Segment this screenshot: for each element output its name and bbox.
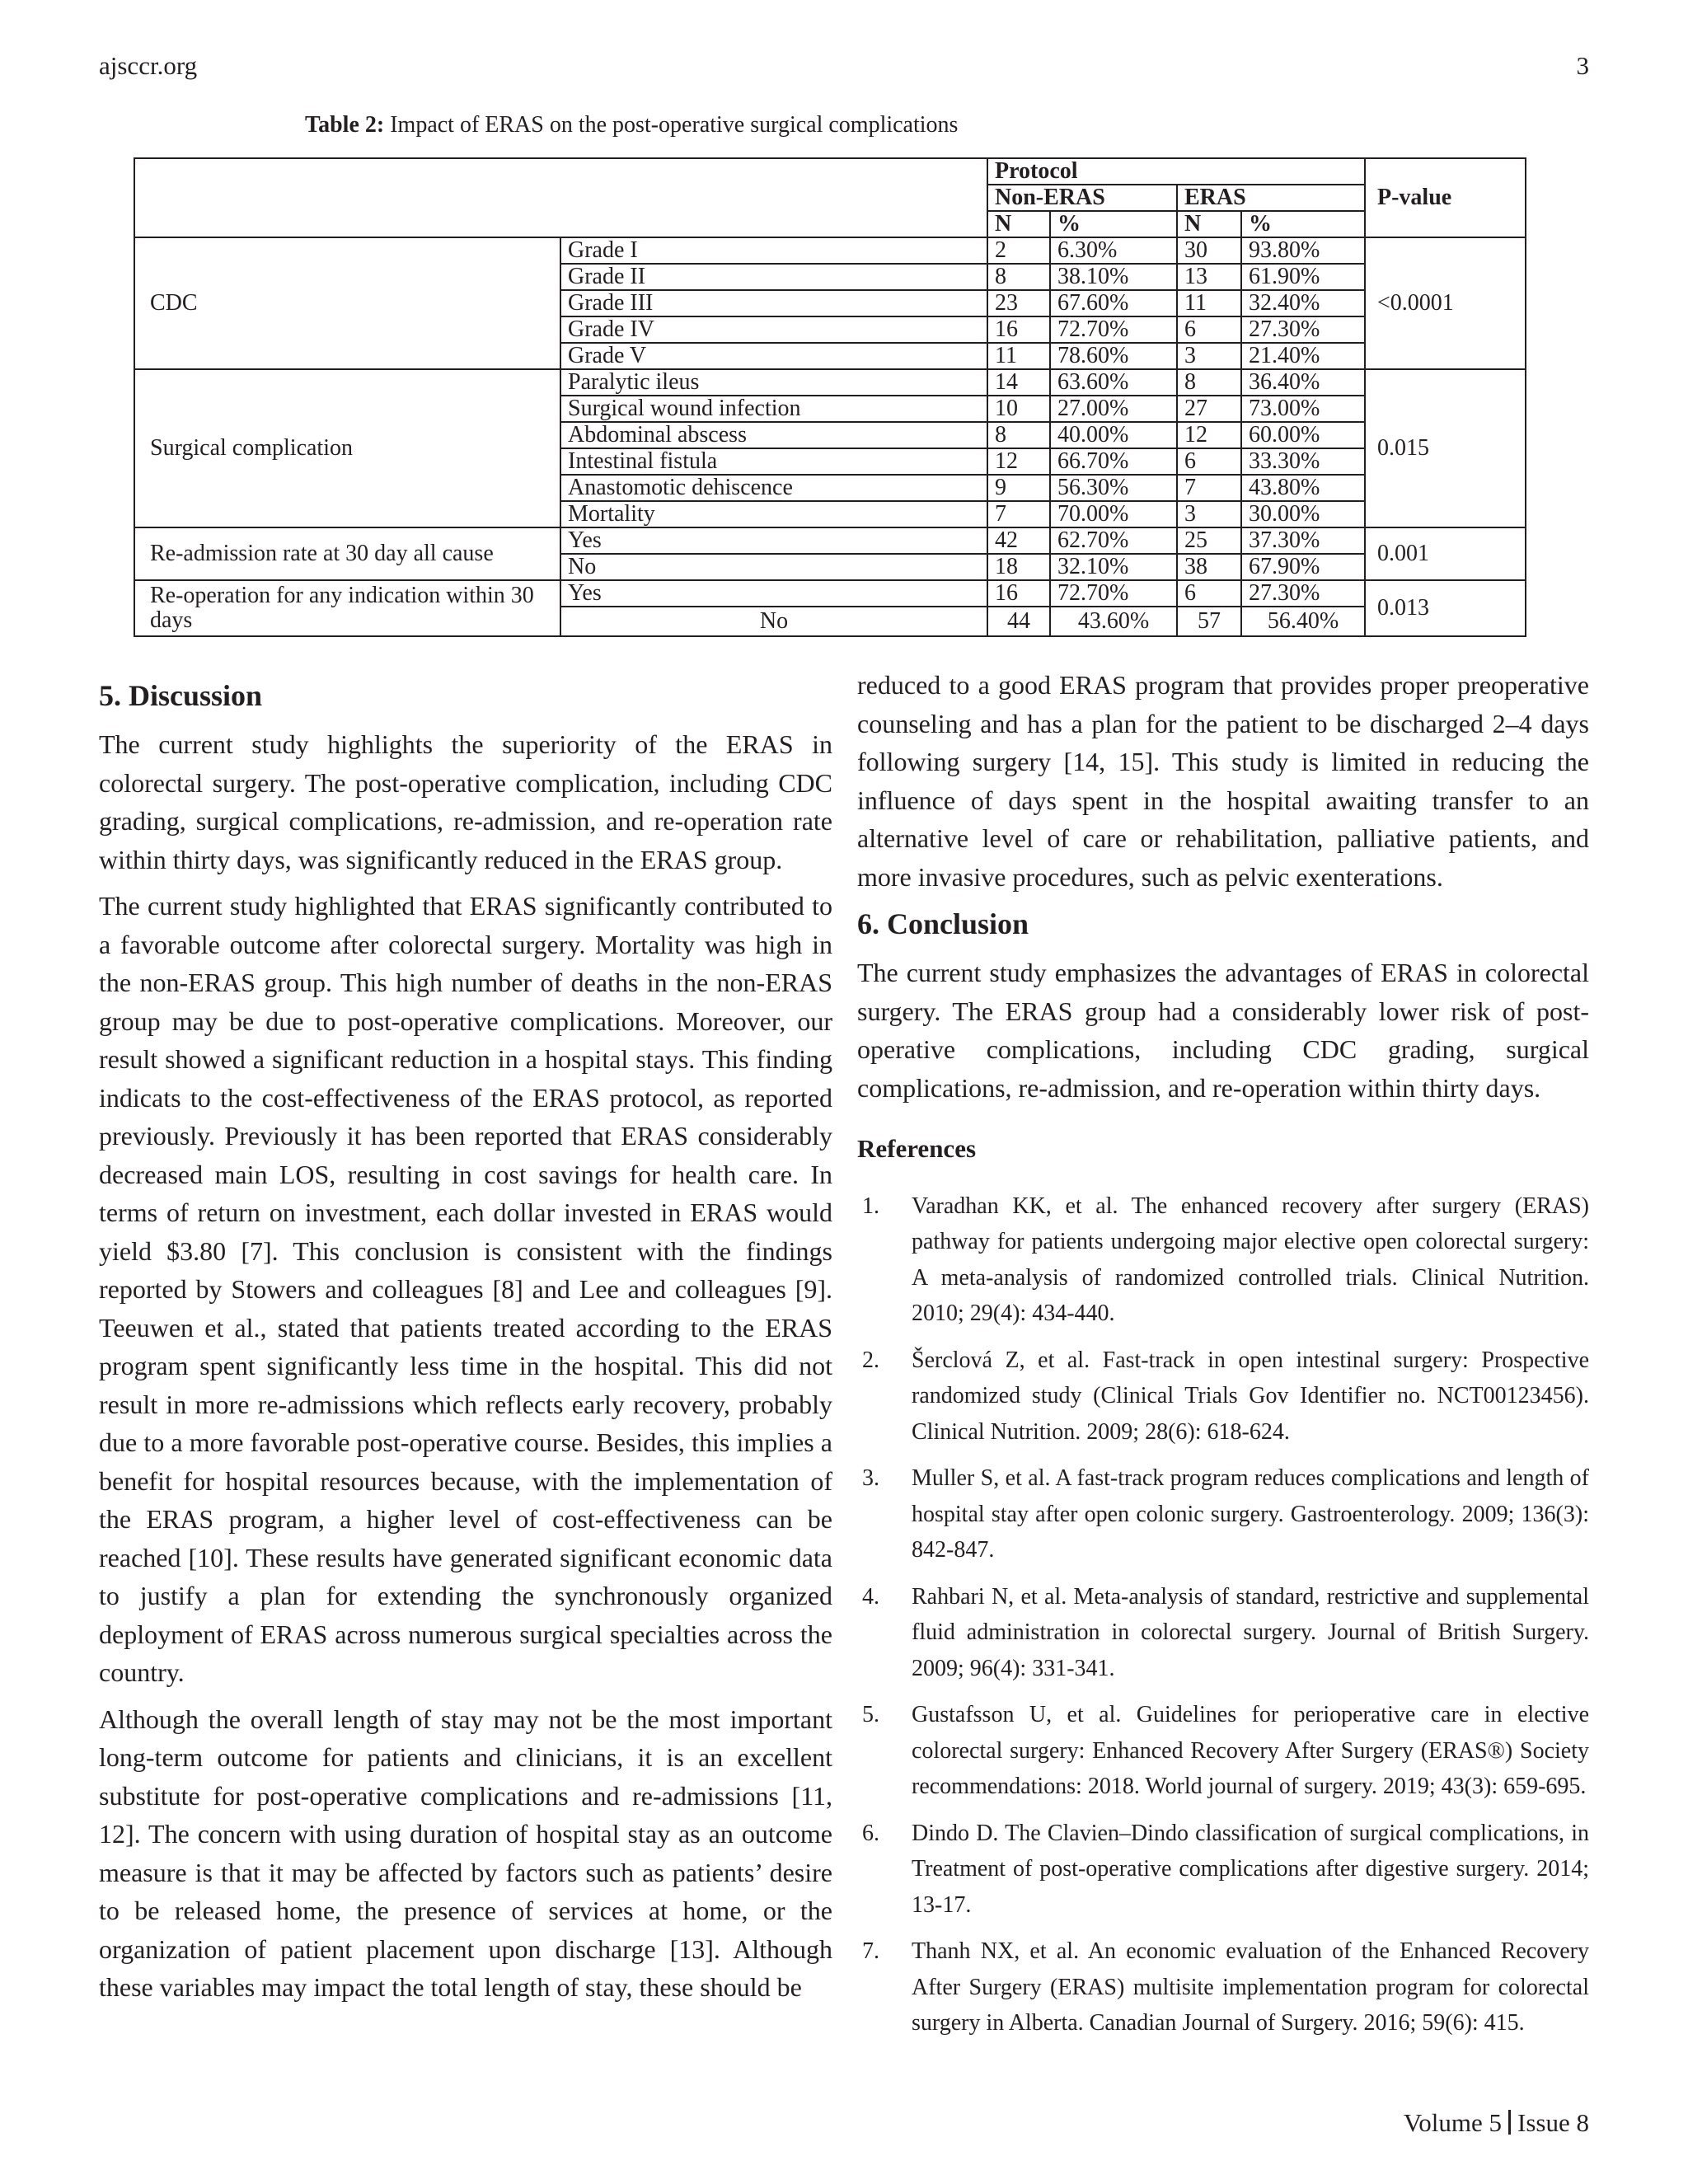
non-eras-n: 8 xyxy=(987,422,1050,448)
table-row xyxy=(134,527,1526,554)
non-eras-pct: 78.60% xyxy=(1050,343,1177,369)
group-label: Re-operation for any indication within 30 days xyxy=(134,580,560,636)
n-header: N xyxy=(987,211,1050,237)
row-label: Grade III xyxy=(560,290,987,316)
non-eras-pct: 56.30% xyxy=(1050,475,1177,501)
reference-item xyxy=(857,1188,1589,1332)
non-eras-pct: 63.60% xyxy=(1050,369,1177,396)
eras-n: 12 xyxy=(1177,422,1241,448)
reference-item xyxy=(857,1697,1589,1805)
eras-pct: 43.80% xyxy=(1241,475,1365,501)
discussion-paragraph-3: Although the overall length of stay may not be the most important long-term outcome for patients and clinicians, it is an excellent substitute for post-operative complications and re-admissions [11, 12]. The concern with using duration of hospital stay as an outcome measure is that it may be affected by factors such as patients’ desire to be released home, the presence of services at home, or the organization of patient placement upon discharge [13]. Although these variables may impact the total length of stay, these should be xyxy=(99,1704,832,2002)
reference-item xyxy=(857,1579,1589,1687)
non-eras-n: 12 xyxy=(987,448,1050,475)
reference-number: 1. xyxy=(862,1193,879,1219)
reference-number: 7. xyxy=(862,1938,879,1964)
eras-n: 7 xyxy=(1177,475,1241,501)
right-column xyxy=(857,670,1589,2052)
eras-pct: 27.30% xyxy=(1241,580,1365,607)
row-label: Yes xyxy=(560,580,987,607)
reference-number: 5. xyxy=(862,1702,879,1727)
p-value-header: P-value xyxy=(1365,158,1526,237)
table-caption-text: Impact of ERAS on the post-operative surgical complications xyxy=(384,112,959,138)
non-eras-n: 14 xyxy=(987,369,1050,396)
row-label: Mortality xyxy=(560,501,987,527)
non-eras-pct: 6.30% xyxy=(1050,237,1177,264)
eras-pct: 37.30% xyxy=(1241,527,1365,554)
non-eras-pct: 38.10% xyxy=(1050,264,1177,290)
row-label: Grade I xyxy=(560,237,987,264)
table-caption-label: Table 2: xyxy=(305,112,385,138)
reference-item xyxy=(857,1343,1589,1451)
row-label: Anastomotic dehiscence xyxy=(560,475,987,501)
reference-text: Muller S, et al. A fast-track program reduces complications and length of hospital stay after open colonic surgery. Gastroenterology. 2009; 136(3): 842-847. xyxy=(912,1465,1589,1563)
p-value: 0.001 xyxy=(1365,527,1526,580)
non-eras-n: 18 xyxy=(987,554,1050,580)
eras-n: 27 xyxy=(1177,396,1241,422)
eras-pct: 33.30% xyxy=(1241,448,1365,475)
table-header-blank xyxy=(134,158,987,237)
eras-n: 8 xyxy=(1177,369,1241,396)
non-eras-pct: 72.70% xyxy=(1050,316,1177,343)
row-label: No xyxy=(560,554,987,580)
row-label: Surgical wound infection xyxy=(560,396,987,422)
non-eras-pct: 32.10% xyxy=(1050,554,1177,580)
footer xyxy=(1404,2108,1589,2138)
row-label: Grade V xyxy=(560,343,987,369)
eras-n: 57 xyxy=(1177,607,1241,636)
non-eras-n: 8 xyxy=(987,264,1050,290)
eras-pct: 56.40% xyxy=(1241,607,1365,636)
non-eras-n: 42 xyxy=(987,527,1050,554)
eras-n: 25 xyxy=(1177,527,1241,554)
reference-item xyxy=(857,1460,1589,1568)
p-value: 0.013 xyxy=(1365,580,1526,636)
eras-n: 30 xyxy=(1177,237,1241,264)
complications-table xyxy=(134,157,1526,637)
discussion-paragraph-3-continued: reduced to a good ERAS program that provides proper preoperative counseling and has a plan for the patient to be discharged 2–4 days following surgery [14, 15]. This study is limited in reducing the influence of days spent in the hospital awaiting transfer to an alternative level of care or rehabilitation, palliative patients, and more invasive procedures, such as pelvic exenterations. xyxy=(857,670,1589,892)
group-label: Re-admission rate at 30 day all cause xyxy=(134,527,560,580)
non-eras-header: Non-ERAS xyxy=(987,185,1177,211)
pct-header: % xyxy=(1241,211,1365,237)
discussion-paragraph-2: The current study highlighted that ERAS significantly contributed to a favorable outcome after colorectal surgery. Mortality was high in the non-ERAS group. This high number of deaths in the non-ERAS group may be due to post-operative complications. Moreover, our result showed a significant reduction in a hospital stays. This finding indicats to the cost-effectiveness of the ERAS protocol, as reported previously. Previously it has been reported that ERAS considerably decreased main LOS, resulting in cost savings for health care. In terms of return on investment, each dollar invested in ERAS would yield $3.80 [7]. This conclusion is consistent with the findings reported by Stowers and colleagues [8] and Lee and colleagues [9]. Teeuwen et al., stated that patients treated according to the ERAS program spent significantly less time in the hospital. This did not result in more re-admissions which reflects early recovery, probably due to a more favorable post-operative course. Besides, this implies a benefit for hospital resources because, with the implementation of the ERAS program, a higher level of cost-effectiveness can be reached [10]. These results have generated significant economic data to justify a plan for extending the synchronously organized deployment of ERAS across numerous surgical specialties across the country. xyxy=(99,891,832,1687)
eras-pct: 32.40% xyxy=(1241,290,1365,316)
reference-number: 3. xyxy=(862,1465,879,1491)
footer-issue: Issue 8 xyxy=(1517,2108,1589,2137)
reference-number: 6. xyxy=(862,1820,879,1846)
non-eras-n: 23 xyxy=(987,290,1050,316)
table-row xyxy=(134,369,1526,396)
footer-volume: Volume 5 xyxy=(1403,2108,1503,2137)
non-eras-n: 11 xyxy=(987,343,1050,369)
eras-pct: 36.40% xyxy=(1241,369,1365,396)
eras-pct: 21.40% xyxy=(1241,343,1365,369)
row-label: Abdominal abscess xyxy=(560,422,987,448)
eras-n: 6 xyxy=(1177,316,1241,343)
non-eras-pct: 62.70% xyxy=(1050,527,1177,554)
row-label: Grade II xyxy=(560,264,987,290)
reference-text: Rahbari N, et al. Meta-analysis of standard, restrictive and supplemental fluid administration in colorectal surgery. Journal of British Surgery. 2009; 96(4): 331-341. xyxy=(912,1583,1589,1681)
reference-text: Gustafsson U, et al. Guidelines for perioperative care in elective colorectal surgery: Enhanced Recovery After Surgery (ERAS®) Society recommendations: 2018. World journal of surgery. 2019; 43(3): 659-695. xyxy=(912,1702,1589,1799)
eras-header: ERAS xyxy=(1177,185,1365,211)
table-caption xyxy=(305,112,958,138)
eras-n: 3 xyxy=(1177,343,1241,369)
group-label: CDC xyxy=(134,237,560,369)
non-eras-pct: 27.00% xyxy=(1050,396,1177,422)
pct-header: % xyxy=(1050,211,1177,237)
eras-n: 11 xyxy=(1177,290,1241,316)
reference-text: Dindo D. The Clavien–Dindo classification of surgical complications, in Treatment of post-operative complications after digestive surgery. 2014; 13-17. xyxy=(912,1820,1589,1918)
non-eras-pct: 70.00% xyxy=(1050,501,1177,527)
journal-name: ajsccr.org xyxy=(99,51,198,80)
reference-text: Šerclová Z, et al. Fast-track in open intestinal surgery: Prospective randomized study (Clinical Trials Gov Identifier no. NCT00123456). Clinical Nutrition. 2009; 28(6): 618-624. xyxy=(912,1347,1589,1445)
non-eras-pct: 72.70% xyxy=(1050,580,1177,607)
eras-pct: 73.00% xyxy=(1241,396,1365,422)
non-eras-pct: 67.60% xyxy=(1050,290,1177,316)
non-eras-pct: 66.70% xyxy=(1050,448,1177,475)
reference-item xyxy=(857,1816,1589,1924)
page-number: 3 xyxy=(1576,51,1589,80)
p-value: <0.0001 xyxy=(1365,237,1526,369)
eras-n: 38 xyxy=(1177,554,1241,580)
discussion-heading: 5. Discussion xyxy=(99,679,263,712)
footer-divider xyxy=(1508,2110,1511,2135)
reference-text: Thanh NX, et al. An economic evaluation of the Enhanced Recovery After Surgery (ERAS) multisite implementation program for colorectal surgery in Alberta. Canadian Journal of Surgery. 2016; 59(6): 415. xyxy=(912,1938,1589,2036)
non-eras-pct: 43.60% xyxy=(1050,607,1177,636)
eras-pct: 67.90% xyxy=(1241,554,1365,580)
reference-number: 4. xyxy=(862,1583,879,1610)
table-row xyxy=(134,237,1526,264)
table-row xyxy=(134,580,1526,607)
eras-n: 6 xyxy=(1177,448,1241,475)
left-column xyxy=(99,676,832,2015)
non-eras-n: 16 xyxy=(987,316,1050,343)
n-header: N xyxy=(1177,211,1241,237)
protocol-header: Protocol xyxy=(987,158,1365,185)
row-label: Intestinal fistula xyxy=(560,448,987,475)
conclusion-heading: 6. Conclusion xyxy=(857,907,1029,940)
reference-text: Varadhan KK, et al. The enhanced recovery after surgery (ERAS) pathway for patients undergoing major elective open colorectal surgery: A meta-analysis of randomized controlled trials. Clinical Nutrition. 2010; 29(4): 434-440. xyxy=(912,1193,1589,1326)
p-value: 0.015 xyxy=(1365,369,1526,527)
non-eras-n: 7 xyxy=(987,501,1050,527)
row-label: No xyxy=(560,607,987,636)
conclusion-paragraph: The current study emphasizes the advantages of ERAS in colorectal surgery. The ERAS group had a considerably lower risk of post-operative complications, including CDC grading, surgical complications, re-admission, and re-operation within thirty days. xyxy=(857,958,1589,1103)
reference-number: 2. xyxy=(862,1347,879,1373)
discussion-paragraph-1: The current study highlights the superiority of the ERAS in colorectal surgery. The post-operative complication, including CDC grading, surgical complications, re-admission, and re-operation rate within thirty days, was significantly reduced in the ERAS group. xyxy=(99,729,832,874)
row-label: Grade IV xyxy=(560,316,987,343)
eras-n: 13 xyxy=(1177,264,1241,290)
eras-pct: 61.90% xyxy=(1241,264,1365,290)
non-eras-n: 16 xyxy=(987,580,1050,607)
non-eras-n: 10 xyxy=(987,396,1050,422)
group-label: Surgical complication xyxy=(134,369,560,527)
row-label: Yes xyxy=(560,527,987,554)
non-eras-n: 44 xyxy=(987,607,1050,636)
eras-pct: 60.00% xyxy=(1241,422,1365,448)
row-label: Paralytic ileus xyxy=(560,369,987,396)
eras-n: 6 xyxy=(1177,580,1241,607)
eras-pct: 30.00% xyxy=(1241,501,1365,527)
eras-n: 3 xyxy=(1177,501,1241,527)
references-list xyxy=(857,1188,1589,2041)
reference-item xyxy=(857,1933,1589,2041)
eras-pct: 27.30% xyxy=(1241,316,1365,343)
non-eras-n: 2 xyxy=(987,237,1050,264)
non-eras-pct: 40.00% xyxy=(1050,422,1177,448)
references-heading: References xyxy=(857,1134,977,1163)
non-eras-n: 9 xyxy=(987,475,1050,501)
eras-pct: 93.80% xyxy=(1241,237,1365,264)
